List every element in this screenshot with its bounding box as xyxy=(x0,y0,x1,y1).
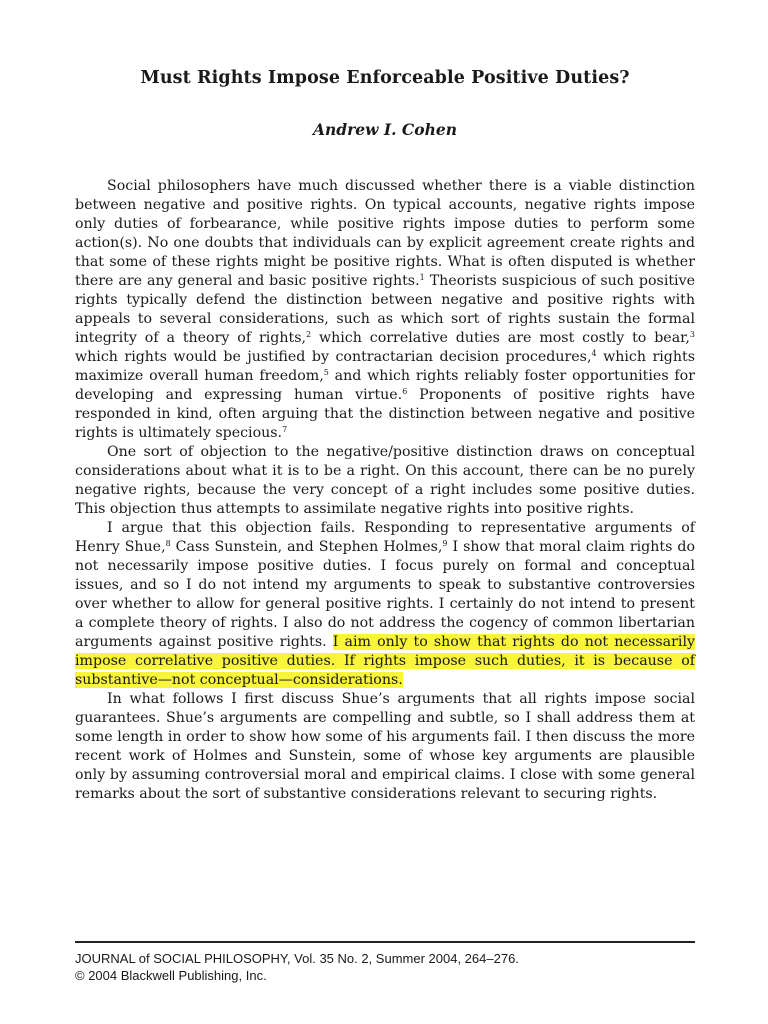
paragraph-1-text: Social philosophers have much discussed whether there is a viable distinction between negative and positive rights. On typical accounts, negative rights impose only duties of forbearance, while positive rights impose duties to perform some action(s). No one doubts that individuals can by explicit agreement create rights and that some of these rights might be positive rights. What is often disputed is whether there are any general and basic positive rights. xyxy=(75,178,695,289)
article-author: Andrew I. Cohen xyxy=(312,120,458,139)
highlighted-passage[interactable]: I aim only to show that rights do not necessarily impose correlative positive duties. If rights impose such duties, it is because of substantive—not conceptual—considerations. xyxy=(75,634,695,688)
paragraph-1-text: which correlative duties are most costly to bear, xyxy=(311,330,690,346)
article-body xyxy=(75,177,695,804)
paragraph-1-text: Theorists suspicious of such positive rights typically defend the distinction between negative and positive rights with appeals to several considerations, such as which sort of rights sustain the formal integrity of a theory of rights, xyxy=(75,273,696,346)
footnote-ref-1[interactable]: 1 xyxy=(419,273,425,282)
footnote-ref-5[interactable]: 5 xyxy=(323,368,329,377)
footer-divider xyxy=(75,941,695,943)
footnote-ref-4[interactable]: 4 xyxy=(591,349,597,358)
footnote-ref-9[interactable]: 9 xyxy=(442,539,448,548)
paragraph-1-text: which rights maximize overall human freedom, xyxy=(75,349,695,384)
footnote-ref-2[interactable]: 2 xyxy=(306,330,312,339)
journal-citation: JOURNAL of SOCIAL PHILOSOPHY, Vol. 35 No. 2, Summer 2004, 264–276. xyxy=(75,951,519,966)
paragraph-2: One sort of objection to the negative/positive distinction draws on conceptual considerations about what it is to be a right. On this account, there can be no purely negative rights, because the very concept of a right includes some positive duties. This objection thus attempts to assimilate negative rights into positive rights. xyxy=(75,444,695,517)
paragraph-3-text: I argue that this objection fails. Responding to representative arguments of Henry Shue, xyxy=(75,520,695,555)
paragraph-1-text: Proponents of positive rights have responded in kind, often arguing that the distinction between negative and positive rights is ultimately specious. xyxy=(75,387,696,441)
paragraph-4: In what follows I first discuss Shue’s arguments that all rights impose social guarantees. Shue’s arguments are compelling and subtle, so I shall address them at some length in order to show how some of his arguments fail. I then discuss the more recent work of Holmes and Sunstein, some of whose key arguments are plausible only by assuming controversial moral and empirical claims. I close with some general remarks about the sort of substantive considerations relevant to securing rights. xyxy=(75,691,695,802)
page-footer xyxy=(75,950,695,984)
footnote-ref-8[interactable]: 8 xyxy=(165,539,171,548)
footnote-ref-6[interactable]: 6 xyxy=(402,387,408,396)
copyright-notice: © 2004 Blackwell Publishing, Inc. xyxy=(75,968,267,983)
paragraph-3 xyxy=(75,519,695,690)
article-title: Must Rights Impose Enforceable Positive Duties? xyxy=(140,68,630,88)
paragraph-1 xyxy=(75,177,695,443)
paragraph-3-text: Cass Sunstein, and Stephen Holmes, xyxy=(170,539,443,555)
footnote-ref-3[interactable]: 3 xyxy=(689,330,695,339)
paragraph-3-text: I show that moral claim rights do not necessarily impose positive duties. I focus purely on formal and conceptual issues, and so I do not intend my arguments to speak to substantive controversies over whether to allow for general positive rights. I certainly do not intend to present a complete theory of rights. I also do not address the cogency of common libertarian arguments against positive rights. xyxy=(75,539,695,650)
footnote-ref-7[interactable]: 7 xyxy=(282,425,288,434)
paragraph-1-text: which rights would be justified by contractarian decision procedures, xyxy=(75,349,592,365)
paragraph-1-text: and which rights reliably foster opportunities for developing and expressing human virtue. xyxy=(75,368,695,403)
